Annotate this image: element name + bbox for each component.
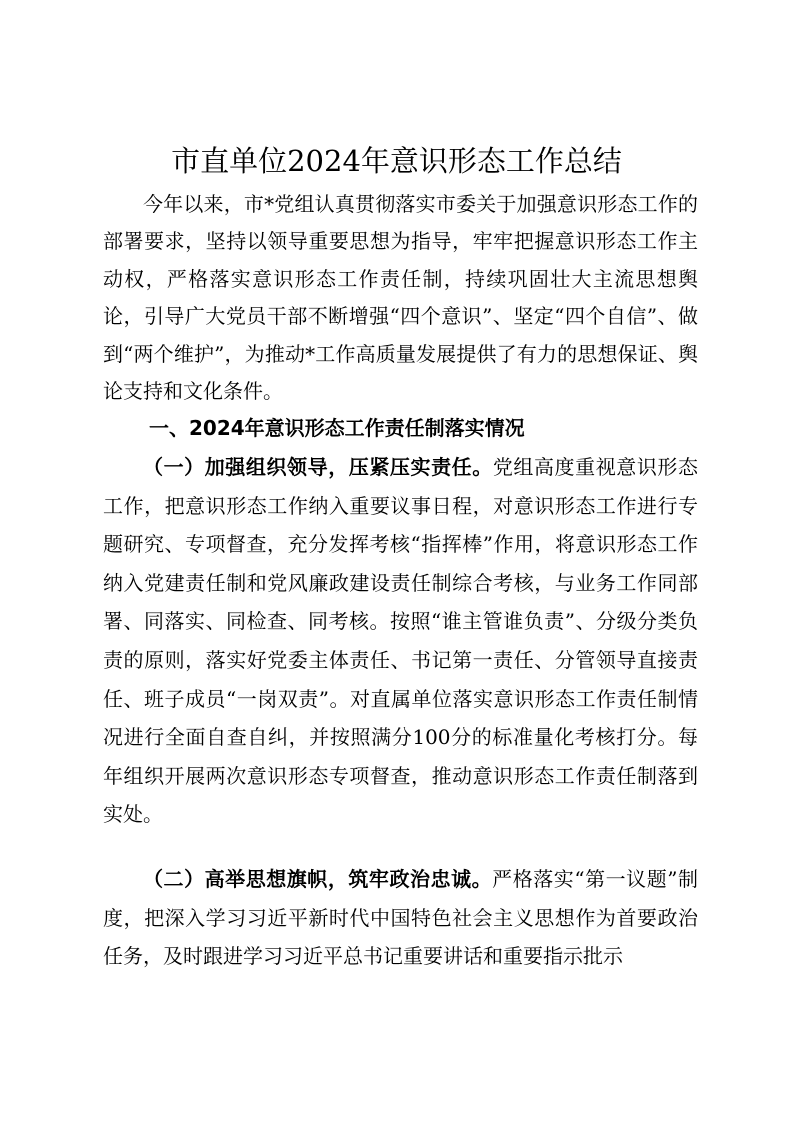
- subsection-1-title: （一）加强组织领导，压紧压实责任。: [143, 455, 493, 479]
- subsection-2-paragraph: [103, 860, 698, 976]
- intro-paragraph: 今年以来，市*党组认真贯彻落实市委关于加强意识形态工作的部署要求，坚持以领导重要思想为指导，牢牢把握意识形态工作主动权，严格落实意识形态工作责任制，持续巩固壮大主流思想舆论，引导广大党员干部不断增强“四个意识”、坚定“四个自信”、做到“两个维护”，为推动*工作高质量发展提供了有力的思想保证、舆论支持和文化条件。: [103, 192, 698, 404]
- document-title: 市直单位2024年意识形态工作总结: [171, 144, 622, 178]
- subsection-2-body: 严格落实“第一议题”制度，把深入学习习近平新时代中国特色社会主义思想作为首要政治任务，及时跟进学习习近平总书记重要讲话和重要指示批示: [103, 867, 699, 969]
- subsection-2-title: （二）高举思想旗帜，筑牢政治忠诚。: [143, 867, 493, 891]
- subsection-1-body: 党组高度重视意识形态工作，把意识形态工作纳入重要议事日程，对意识形态工作进行专题研究、专项督查，充分发挥考核“指挥棒”作用，将意识形态工作纳入党建责任制和党风廉政建设责任制综合考核，与业务工作同部署、同落实、同检查、同考核。按照“谁主管谁负责”、分级分类负责的原则，落实好党委主体责任、书记第一责任、分管领导直接责任、班子成员“一岗双责”。对直属单位落实意识形态工作责任制情况进行全面自查自纠，并按照满分100分的标准量化考核打分。每年组织开展两次意识形态专项督查，推动意识形态工作责任制落到实处。: [103, 455, 699, 827]
- section-heading: 一、2024年意识形态工作责任制落实情况: [149, 416, 525, 440]
- subsection-1-paragraph: [103, 448, 698, 834]
